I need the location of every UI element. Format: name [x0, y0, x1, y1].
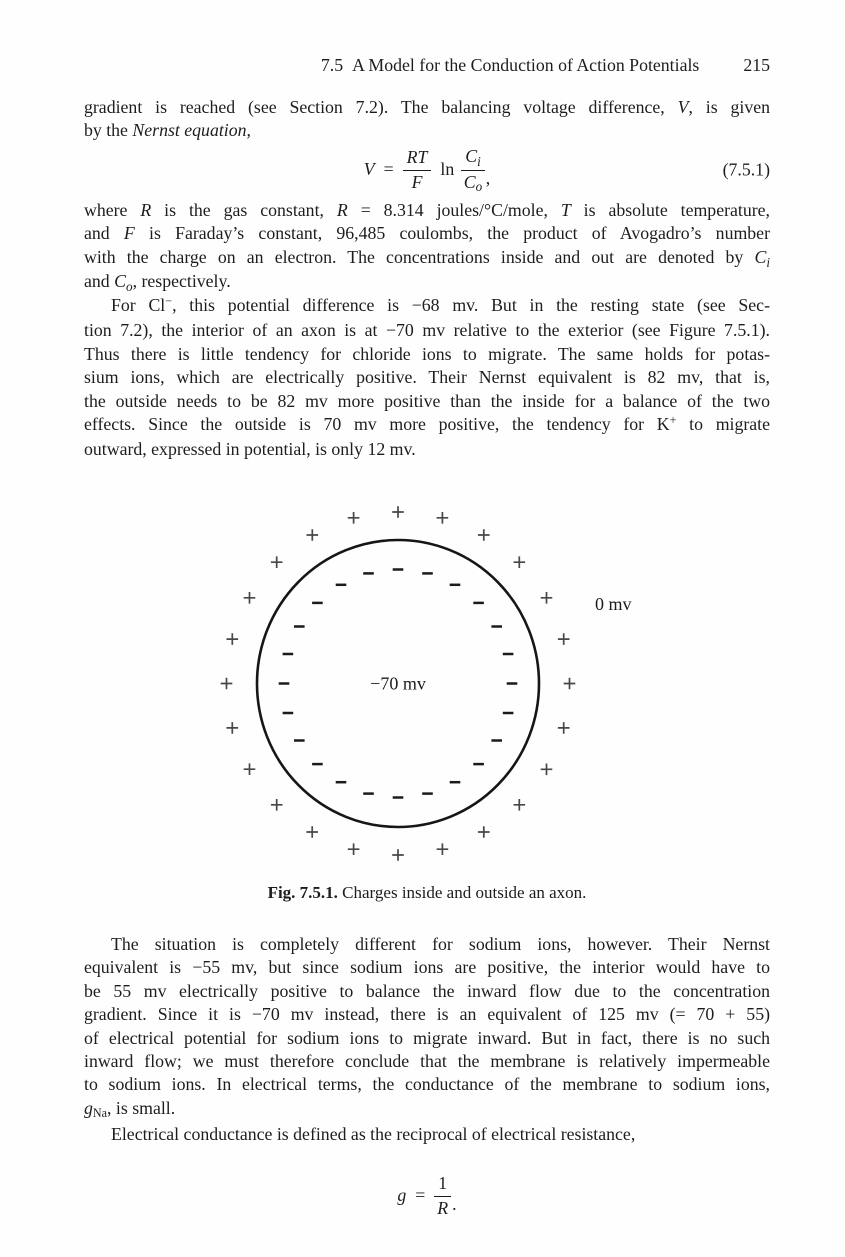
text-segment: o: [126, 278, 133, 294]
text-segment: gradient is reached (see Section 7.2). The balancing voltage difference,: [84, 97, 678, 117]
text-segment: inward flow; we must therefore conclude that the membrane is relatively impermeable: [84, 1051, 770, 1072]
text-segment: , this potential difference is −68 mv. But in the resting state (see Sec-: [172, 295, 770, 315]
text-segment: where: [84, 200, 141, 220]
plus-charge: [271, 556, 283, 568]
text-segment: g: [84, 1097, 93, 1118]
text-segment: ,: [246, 120, 251, 141]
figure-caption-text: Charges inside and outside an axon.: [337, 883, 587, 902]
text-line: [84, 438, 770, 461]
paragraph-3: [84, 294, 770, 462]
text-segment: Thus there is little tendency for chloride ions to migrate. The same holds for potas-: [84, 343, 770, 364]
ln-operator: ln: [440, 159, 455, 180]
text-line: [84, 1097, 770, 1122]
plus-charge: [348, 512, 360, 524]
text-segment: tion 7.2), the interior of an axon is at −70 mv relative to the exterior (see Figure 7.5.1).: [84, 320, 770, 341]
text-line: [84, 222, 770, 245]
text-segment: and: [84, 271, 115, 292]
equals-sign: =: [415, 1185, 426, 1206]
equation-period: .: [452, 1194, 457, 1215]
plus-charge: [244, 592, 256, 604]
text-segment: with the charge on an electron. The concentrations inside and out are denoted by: [84, 246, 755, 267]
figure-caption-label: Fig. 7.5.1.: [267, 883, 338, 902]
text-line: [84, 933, 770, 956]
equation-body: [364, 146, 491, 194]
text-segment: The situation is completely different for sodium ions, however. Their Nernst: [111, 934, 770, 954]
text-segment: is Faraday’s constant, 96,485 coulombs, the product of Avogadro’s number: [134, 223, 771, 244]
text-line: [84, 956, 770, 979]
section-title: A Model for the Conduction of Action Potentials: [352, 55, 700, 75]
text-segment: Electrical conductance is defined as the reciprocal of electrical resistance,: [111, 1124, 636, 1144]
paragraph-2: [84, 199, 770, 295]
plus-charge: [392, 506, 404, 518]
plus-charge: [306, 826, 318, 838]
text-segment: the outside needs to be 82 mv more positive than the inside for a balance of the two: [84, 390, 770, 411]
text-line: [84, 246, 770, 270]
text-segment: R: [140, 200, 152, 220]
text-segment: of electrical potential for sodium ions to migrate inward. But in fact, there is no such: [84, 1027, 770, 1048]
text-segment: is absolute temperature,: [570, 200, 770, 220]
plus-charge: [514, 556, 526, 568]
nernst-equation: [84, 141, 770, 199]
text-line: [84, 343, 770, 366]
superscript-charge-sign: −: [165, 294, 173, 309]
fraction-Ci-Co: $\frac{C_i}{C_o}$: [461, 146, 485, 194]
text-line: [84, 366, 770, 389]
text-line: [84, 1027, 770, 1050]
plus-charge: [244, 763, 256, 775]
fraction-1-R: $\frac{1}{R}$: [434, 1173, 451, 1219]
text-segment: to migrate: [676, 414, 771, 435]
paragraph-4: [84, 933, 770, 1122]
page-number: 215: [743, 55, 770, 75]
text-segment: , is small.: [107, 1097, 176, 1118]
paragraph-5: [84, 1123, 770, 1146]
plus-charge: [437, 512, 449, 524]
figure-caption: [84, 881, 770, 904]
equation-number: (7.5.1): [722, 159, 770, 180]
text-segment: outward, expressed in potential, is only 12 mv.: [84, 439, 416, 460]
text-line: [84, 270, 770, 294]
running-header: [84, 54, 770, 77]
text-segment: i: [766, 254, 770, 270]
equation-lhs: V: [363, 159, 375, 180]
text-line: [84, 1123, 770, 1146]
text-line: [84, 319, 770, 342]
plus-charge: [541, 764, 553, 776]
text-segment: V: [677, 97, 689, 117]
plus-charge: [227, 633, 239, 645]
plus-charge: [271, 799, 283, 811]
text-segment: For Cl: [111, 295, 166, 315]
plus-charge: [478, 529, 490, 541]
equation-lhs: g: [397, 1185, 407, 1206]
text-segment: C: [754, 246, 767, 267]
text-segment: , respectively.: [132, 271, 231, 292]
text-segment: and: [84, 223, 124, 244]
text-segment: be 55 mv electrically positive to balance the inward flow due to the concentration: [84, 980, 770, 1001]
text-segment: R: [336, 200, 348, 220]
text-line: [84, 413, 770, 438]
superscript-charge-sign: +: [669, 413, 677, 428]
plus-charge: [348, 843, 360, 855]
text-line: [84, 980, 770, 1003]
text-segment: C: [114, 271, 126, 292]
paragraph-1: [84, 96, 770, 143]
text-segment: Na: [92, 1106, 107, 1121]
text-segment: sium ions, which are electrically positive. Their Nernst equivalent is 82 mv, that is,: [84, 367, 770, 388]
plus-charge: [227, 722, 239, 734]
section-number: 7.5: [320, 55, 344, 75]
plus-charge: [221, 678, 233, 690]
text-segment: Nernst equation: [132, 120, 247, 141]
text-line: [84, 119, 770, 142]
text-segment: , is given: [688, 97, 770, 117]
plus-charge: [437, 843, 449, 855]
text-segment: = 8.314 joules/°C/mole,: [347, 200, 561, 220]
equals-sign: =: [383, 159, 394, 180]
text-segment: gradient. Since it is −70 mv instead, there is an equivalent of 125 mv (= 70 + 55): [84, 1004, 770, 1025]
figure-axon-charges: [84, 490, 770, 868]
text-segment: to sodium ions. In electrical terms, the conductance of the membrane to sodium ions,: [84, 1074, 770, 1095]
fraction-RT-F: $\frac{RT}{F}$: [403, 147, 432, 193]
plus-charge: [558, 633, 570, 645]
text-line: [84, 1003, 770, 1026]
text-line: [84, 1050, 770, 1073]
text-line: [84, 1073, 770, 1096]
equation-comma: ,: [485, 168, 491, 189]
text-segment: effects. Since the outside is 70 mv more positive, the tendency for K: [84, 414, 670, 435]
text-segment: by the: [84, 120, 133, 141]
plus-charge: [392, 849, 404, 861]
plus-charge: [307, 529, 319, 541]
text-line: [84, 294, 770, 319]
equation-body: [397, 1173, 456, 1219]
text-segment: F: [123, 223, 135, 244]
text-line: [84, 96, 770, 119]
plus-charge: [564, 678, 576, 690]
plus-charge: [514, 799, 526, 811]
plus-charge: [558, 722, 570, 734]
plus-charge: [541, 592, 553, 604]
outside-potential-label: 0 mv: [595, 594, 632, 614]
section-header: [321, 54, 699, 77]
plus-charge: [478, 826, 490, 838]
inside-potential-label: −70 mv: [370, 673, 426, 694]
conductance-equation: [84, 1160, 770, 1232]
text-segment: T: [560, 200, 571, 220]
axon-figure-svg: [84, 490, 770, 868]
text-line: [84, 390, 770, 413]
text-segment: equivalent is −55 mv, but since sodium ions are positive, the interior would have to: [84, 957, 770, 978]
text-segment: is the gas constant,: [151, 200, 337, 220]
text-line: [84, 199, 770, 222]
